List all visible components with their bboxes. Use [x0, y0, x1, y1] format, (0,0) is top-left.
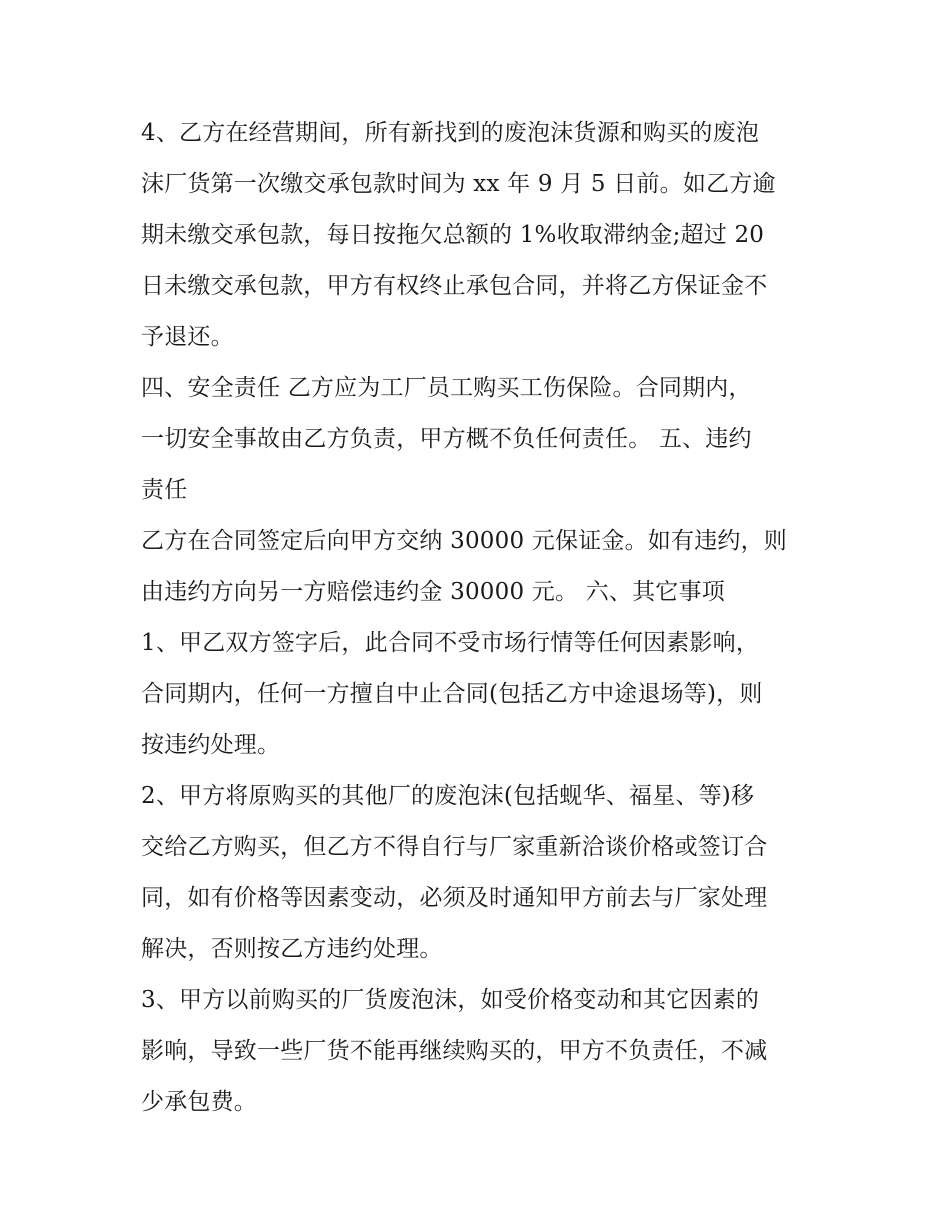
text-line: 3、甲方以前购买的厂货废泡沫，如受价格变动和其它因素的	[141, 987, 760, 1013]
text-line: 期未缴交承包款，每日按拖欠总额的 1%收取滞纳金;超过 20	[141, 222, 765, 248]
text-line: 4、乙方在经营期间，所有新找到的废泡沫货源和购买的废泡	[141, 120, 760, 146]
text-line: 由违约方向另一方赔偿违约金 30000 元。 六、其它事项	[141, 579, 725, 605]
text-line: 一切安全事故由乙方负责，甲方概不负任何责任。 五、违约	[141, 426, 752, 452]
text-line: 少承包费。	[141, 1089, 257, 1115]
text-line: 乙方在合同签定后向甲方交纳 30000 元保证金。如有违约，则	[141, 528, 787, 554]
contract-text-block	[141, 108, 821, 1128]
text-line: 予退还。	[141, 324, 234, 350]
text-line: 沫厂货第一次缴交承包款时间为 xx 年 9 月 5 日前。如乙方逾	[141, 171, 776, 197]
text-line: 1、甲乙双方签字后，此合同不受市场行情等任何因素影响，	[141, 630, 760, 656]
section-heading-line: 四、安全责任 乙方应为工厂员工购买工伤保险。合同期内，	[141, 375, 752, 401]
text-line: 同，如有价格等因素变动，必须及时通知甲方前去与厂家处理	[141, 885, 768, 911]
text-line: 合同期内，任何一方擅自中止合同(包括乙方中途退场等)，则	[141, 681, 763, 707]
text-line: 影响，导致一些厂货不能再继续购买的，甲方不负责任，不减	[141, 1038, 768, 1064]
text-line: 责任	[141, 477, 188, 503]
text-line: 按违约处理。	[141, 732, 281, 758]
text-line: 日未缴交承包款，甲方有权终止承包合同，并将乙方保证金不	[141, 273, 768, 299]
text-line: 交给乙方购买，但乙方不得自行与厂家重新洽谈价格或签订合	[141, 834, 768, 860]
text-line: 2、甲方将原购买的其他厂的废泡沫(包括蚬华、福星、等)移	[141, 783, 755, 809]
text-line: 解决，否则按乙方违约处理。	[141, 936, 443, 962]
